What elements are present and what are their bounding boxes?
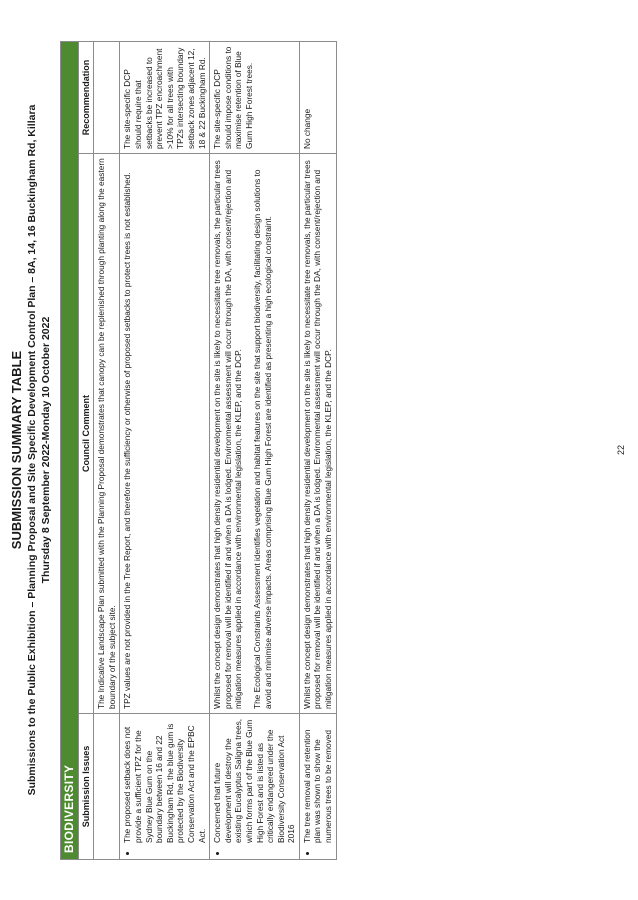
issue-text: • The tree removal and retention plan was shown to show the numerous trees to be removed <box>302 718 334 843</box>
recommendation-cell: The site-specific DCP should impose conditions to maximise retention of Blue Gum High Forest trees. <box>210 41 300 153</box>
document-subtitle: Submissions to the Public Exhibition – Planning Proposal and Site Specific Development Control Plan – 8A, 14, 16 Buckingham Rd, Killara <box>26 104 38 796</box>
issue-cell <box>94 714 120 860</box>
comment-paragraph: Whilst the concept design demonstrates that high density residential development on the site is likely to necessitate tree removals, the particular trees proposed for removal will be identified if and when a DA is lodged. Environmental assessment will occur through the DA, with consent/rejection and mitigation measures applied in accordance with environmental legislation, the KLEP, and the DCP. <box>301 160 334 709</box>
exhibition-dates: Thursday 8 September 2022-Monday 10 October 2022 <box>40 316 52 584</box>
comment-paragraph: The Indicative Landscape Plan submitted with the Planning Proposal demonstrates that canopy can be replenished through planting along the eastern boundary of the subject site. <box>96 158 117 709</box>
comment-cell <box>210 154 300 714</box>
comment-paragraph: The Ecological Constraints Assessment identifies vegetation and habitat features on the site that support biodiversity, facilitating design solutions to avoid and minimise adverse impacts. Areas comprising Blue Gum High Forest are identified as presenting a high ecological constraint. <box>251 169 273 709</box>
comment-cell <box>299 154 336 714</box>
header-recommendation: Recommendation <box>78 41 94 153</box>
issue-cell <box>299 714 336 860</box>
recommendation-cell: No change <box>299 41 336 153</box>
document-title: SUBMISSION SUMMARY TABLE <box>9 350 24 550</box>
title-block <box>8 40 53 860</box>
table-row <box>94 41 120 859</box>
page-number: 22 <box>616 445 626 456</box>
submission-table <box>60 41 337 860</box>
table-row <box>120 41 210 859</box>
issue-text: • The proposed setback does not provide a sufficient TPZ for the Sydney Blue Gum on the boundary between 16 and 22 Buckingham Rd, the blue gum is protected by the Biodiversity Conservation Act and the EPBC Act. <box>122 718 207 843</box>
header-issues: Submission Issues <box>78 714 94 860</box>
header-comment: Council Comment <box>78 154 94 714</box>
comment-paragraph: Whilst the concept design demonstrates that high density residential development on the site is likely to necessitate tree removals, the particular trees proposed for removal will be identified if and when a DA is lodged. Environmental assessment will occur through the DA, with consent/rejection and mitigation measures applied in accordance with environmental legislation, the KLEP, and the DCP. <box>212 160 244 709</box>
comment-cell <box>94 154 120 714</box>
comment-paragraph: TPZ values are not provided in the Tree Report, and therefore the sufficiency or otherwise of proposed setbacks to protect trees is not established. <box>122 172 133 709</box>
table-row <box>210 41 300 859</box>
issue-cell <box>210 714 300 860</box>
recommendation-cell <box>94 41 120 153</box>
header-row <box>78 41 94 859</box>
recommendation-cell: The site-specific DCP should require that setbacks be increased to prevent TPZ encroachment >10% for all trees with TPZs intersecting boundary setback zones adjacent 12, 18 & 22 Buckingham Rd. <box>120 41 210 153</box>
comment-cell <box>120 154 210 714</box>
issue-cell <box>120 714 210 860</box>
section-header: BIODIVERSITY <box>61 41 79 859</box>
table-row <box>299 41 336 859</box>
issue-text: • Concerned that future development will destroy the existing Eucalyptus Saligna trees, which forms part of the Blue Gum High Forest and is listed as critically endangered under the Biodiversity Conservation Act 2016 <box>212 718 297 843</box>
